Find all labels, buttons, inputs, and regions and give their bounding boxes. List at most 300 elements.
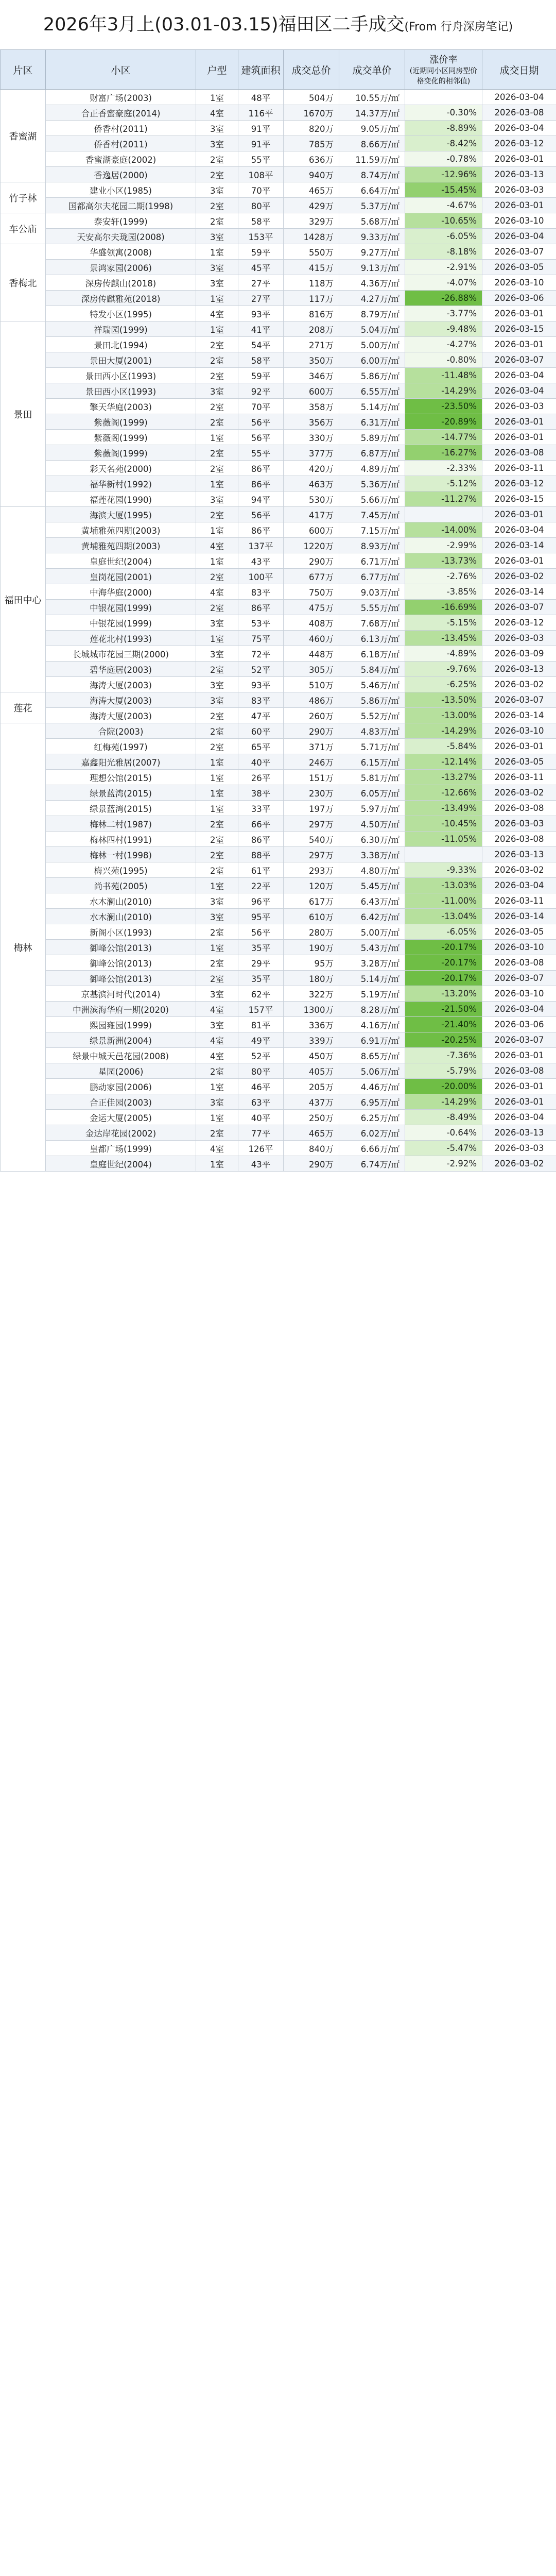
cell-date: 2026-03-08 [482,445,556,461]
cell-total: 250万 [284,1110,339,1125]
cell-total: 290万 [284,553,339,569]
cell-community: 擎天华庭(2003) [46,399,196,414]
table-row [1,986,556,1002]
cell-area: 70平 [238,182,284,198]
cell-type: 2室 [196,862,238,878]
table-row [1,337,556,352]
cell-total: 297万 [284,816,339,832]
cell-change: -5.47% [405,1141,482,1156]
cell-area: 126平 [238,1141,284,1156]
cell-change: -21.50% [405,1002,482,1017]
cell-unit: 6.66万/㎡ [339,1141,405,1156]
cell-total: 280万 [284,924,339,940]
cell-area: 91平 [238,136,284,151]
cell-area: 88平 [238,847,284,862]
cell-area: 22平 [238,878,284,893]
table-row [1,445,556,461]
cell-date: 2026-03-02 [482,785,556,801]
cell-community: 财富广场(2003) [46,90,196,105]
cell-change: -16.69% [405,600,482,615]
cell-type: 4室 [196,584,238,600]
cell-change: -13.50% [405,692,482,708]
cell-unit: 5.52万/㎡ [339,708,405,723]
table-row [1,615,556,631]
cell-unit: 5.84万/㎡ [339,662,405,677]
cell-unit: 6.64万/㎡ [339,182,405,198]
cell-type: 3室 [196,646,238,662]
cell-unit: 6.77万/㎡ [339,569,405,584]
cell-change: -0.80% [405,352,482,368]
cell-area: 55平 [238,151,284,167]
cell-type: 2室 [196,847,238,862]
cell-total: 230万 [284,785,339,801]
cell-type: 2室 [196,832,238,847]
cell-unit: 5.00万/㎡ [339,337,405,352]
cell-area: 56平 [238,414,284,430]
cell-unit: 5.55万/㎡ [339,600,405,615]
cell-unit: 6.95万/㎡ [339,1094,405,1110]
cell-community: 梅林二村(1987) [46,816,196,832]
cell-type: 2室 [196,368,238,383]
cell-area: 29平 [238,955,284,971]
cell-type: 2室 [196,399,238,414]
cell-date: 2026-03-10 [482,723,556,739]
cell-area: 77平 [238,1125,284,1141]
cell-change: -20.00% [405,1079,482,1094]
cell-change: -9.48% [405,321,482,337]
table-row [1,260,556,275]
table-row [1,1063,556,1079]
cell-community: 红梅苑(1997) [46,739,196,754]
table-row [1,1125,556,1141]
cell-date: 2026-03-11 [482,893,556,909]
cell-community: 皇都广场(1999) [46,1141,196,1156]
cell-total: 463万 [284,476,339,492]
cell-community: 御峰公馆(2013) [46,940,196,955]
cell-total: 429万 [284,198,339,213]
cell-total: 117万 [284,291,339,306]
page-title [0,0,556,49]
cell-total: 510万 [284,677,339,692]
cell-total: 336万 [284,1017,339,1032]
page-title-main: 2026年3月上(03.01-03.15)福田区二手成交 [43,14,405,35]
header-change-sub: (近期同小区同房型价格变化的相邻值) [409,67,478,86]
table-row [1,631,556,646]
cell-date: 2026-03-05 [482,260,556,275]
cell-unit: 5.43万/㎡ [339,940,405,955]
cell-type: 1室 [196,770,238,785]
table-row [1,1079,556,1094]
cell-community: 海涛大厦(2003) [46,692,196,708]
cell-change: -13.45% [405,631,482,646]
cell-total: 260万 [284,708,339,723]
table-row [1,1110,556,1125]
cell-date: 2026-03-04 [482,121,556,136]
cell-area: 66平 [238,816,284,832]
cell-unit: 5.46万/㎡ [339,677,405,692]
cell-unit: 8.65万/㎡ [339,1048,405,1063]
cell-unit: 9.03万/㎡ [339,584,405,600]
transaction-table [0,49,556,1172]
cell-community: 水木澜山(2010) [46,909,196,924]
cell-area: 43平 [238,553,284,569]
cell-community: 黄埔雅苑四期(2003) [46,522,196,538]
cell-change: -14.77% [405,430,482,445]
table-row [1,291,556,306]
cell-date: 2026-03-12 [482,136,556,151]
cell-date: 2026-03-12 [482,476,556,492]
table-row [1,553,556,569]
cell-area: 56平 [238,507,284,522]
cell-unit: 3.38万/㎡ [339,847,405,862]
cell-type: 2室 [196,569,238,584]
cell-change: -2.76% [405,569,482,584]
cell-type: 1室 [196,940,238,955]
cell-change: -14.29% [405,1094,482,1110]
cell-unit: 4.27万/㎡ [339,291,405,306]
cell-community: 合正香蜜豪庭(2014) [46,105,196,121]
cell-total: 180万 [284,971,339,986]
cell-total: 437万 [284,1094,339,1110]
cell-community: 京基滨河时代(2014) [46,986,196,1002]
cell-community: 新阁小区(1993) [46,924,196,940]
cell-community: 侨香村(2011) [46,136,196,151]
cell-area: 92平 [238,383,284,399]
cell-total: 600万 [284,522,339,538]
cell-change: -21.40% [405,1017,482,1032]
cell-community: 合正佳园(2003) [46,1094,196,1110]
cell-total: 290万 [284,1156,339,1172]
cell-type: 4室 [196,306,238,321]
cell-community: 天安高尔夫珑园(2008) [46,229,196,244]
cell-change: -20.17% [405,971,482,986]
cell-change: -13.20% [405,986,482,1002]
cell-area: 86平 [238,832,284,847]
cell-unit: 5.89万/㎡ [339,430,405,445]
cell-date: 2026-03-09 [482,646,556,662]
cell-type: 1室 [196,1110,238,1125]
cell-total: 190万 [284,940,339,955]
cell-area: 62平 [238,986,284,1002]
cell-total: 205万 [284,1079,339,1094]
cell-community: 熙园雍园(1999) [46,1017,196,1032]
table-row [1,492,556,507]
cell-date: 2026-03-10 [482,986,556,1002]
cell-date: 2026-03-13 [482,847,556,862]
page-title-note: (From 行舟深房笔记) [404,21,513,33]
cell-unit: 5.81万/㎡ [339,770,405,785]
cell-unit: 6.71万/㎡ [339,553,405,569]
cell-date: 2026-03-05 [482,754,556,770]
cell-type: 2室 [196,955,238,971]
cell-community: 中银花园(1999) [46,615,196,631]
cell-community: 国都高尔夫花园二期(1998) [46,198,196,213]
header-zone: 片区 [1,50,46,90]
cell-area: 40平 [238,1110,284,1125]
cell-total: 329万 [284,213,339,229]
cell-type: 3室 [196,1017,238,1032]
cell-date: 2026-03-04 [482,1110,556,1125]
table-row [1,275,556,291]
table-row [1,847,556,862]
cell-area: 93平 [238,306,284,321]
cell-change: -14.29% [405,723,482,739]
cell-change: -16.27% [405,445,482,461]
cell-community: 深房传麒雅苑(2018) [46,291,196,306]
cell-community: 水木澜山(2010) [46,893,196,909]
cell-date: 2026-03-15 [482,492,556,507]
cell-type: 4室 [196,538,238,553]
header-community: 小区 [46,50,196,90]
cell-date: 2026-03-04 [482,878,556,893]
cell-type: 3室 [196,1094,238,1110]
cell-change: -7.36% [405,1048,482,1063]
cell-area: 65平 [238,739,284,754]
cell-unit: 5.37万/㎡ [339,198,405,213]
header-unit: 成交单价 [339,50,405,90]
table-row [1,321,556,337]
cell-change: -13.03% [405,878,482,893]
cell-change: -0.64% [405,1125,482,1141]
cell-area: 80平 [238,198,284,213]
cell-change: -3.85% [405,584,482,600]
cell-change: -20.25% [405,1032,482,1048]
table-row [1,662,556,677]
cell-type: 2室 [196,337,238,352]
cell-unit: 6.02万/㎡ [339,1125,405,1141]
cell-type: 2室 [196,971,238,986]
cell-unit: 8.66万/㎡ [339,136,405,151]
cell-community: 紫薇阁(1999) [46,445,196,461]
cell-total: 208万 [284,321,339,337]
table-row [1,399,556,414]
cell-type: 4室 [196,105,238,121]
cell-type: 2室 [196,507,238,522]
cell-area: 35平 [238,971,284,986]
header-change-main: 涨价率 [429,55,458,65]
cell-date: 2026-03-11 [482,770,556,785]
cell-community: 理想公馆(2015) [46,770,196,785]
table-row [1,136,556,151]
cell-unit: 6.05万/㎡ [339,785,405,801]
cell-date: 2026-03-13 [482,1125,556,1141]
cell-date: 2026-03-01 [482,414,556,430]
cell-date: 2026-03-14 [482,909,556,924]
cell-date: 2026-03-06 [482,291,556,306]
cell-total: 610万 [284,909,339,924]
cell-area: 91平 [238,121,284,136]
cell-change: -6.25% [405,677,482,692]
cell-change: -13.04% [405,909,482,924]
table-row [1,924,556,940]
table-row [1,692,556,708]
cell-total: 530万 [284,492,339,507]
cell-change: -5.84% [405,739,482,754]
cell-type: 3室 [196,909,238,924]
cell-change [405,507,482,522]
cell-area: 157平 [238,1002,284,1017]
cell-unit: 8.74万/㎡ [339,167,405,182]
cell-date: 2026-03-01 [482,1079,556,1094]
table-row [1,430,556,445]
cell-date: 2026-03-03 [482,399,556,414]
table-row [1,229,556,244]
cell-change: -0.30% [405,105,482,121]
cell-total: 408万 [284,615,339,631]
cell-total: 465万 [284,1125,339,1141]
cell-area: 94平 [238,492,284,507]
cell-type: 3室 [196,692,238,708]
cell-community: 海涛大厦(2003) [46,708,196,723]
cell-community: 中银花园(1999) [46,600,196,615]
cell-change: -11.00% [405,893,482,909]
table-row [1,151,556,167]
cell-area: 59平 [238,244,284,260]
cell-total: 465万 [284,182,339,198]
cell-total: 305万 [284,662,339,677]
cell-total: 293万 [284,862,339,878]
cell-area: 80平 [238,1063,284,1079]
cell-total: 475万 [284,600,339,615]
table-row [1,244,556,260]
cell-area: 137平 [238,538,284,553]
cell-change: -8.42% [405,136,482,151]
cell-unit: 6.15万/㎡ [339,754,405,770]
cell-area: 95平 [238,909,284,924]
table-row [1,507,556,522]
cell-total: 940万 [284,167,339,182]
cell-area: 45平 [238,260,284,275]
cell-total: 151万 [284,770,339,785]
cell-date: 2026-03-07 [482,692,556,708]
cell-change: -13.49% [405,801,482,816]
cell-area: 83平 [238,584,284,600]
cell-total: 350万 [284,352,339,368]
cell-area: 47平 [238,708,284,723]
cell-date: 2026-03-07 [482,971,556,986]
cell-date: 2026-03-05 [482,924,556,940]
cell-community: 长城城市花园三期(2000) [46,646,196,662]
cell-total: 448万 [284,646,339,662]
cell-change: -11.48% [405,368,482,383]
cell-total: 290万 [284,723,339,739]
cell-area: 116平 [238,105,284,121]
table-row [1,368,556,383]
table-row [1,1094,556,1110]
cell-unit: 4.50万/㎡ [339,816,405,832]
cell-community: 特发小区(1995) [46,306,196,321]
cell-area: 70平 [238,399,284,414]
cell-area: 63平 [238,1094,284,1110]
table-row [1,476,556,492]
cell-change: -2.99% [405,538,482,553]
table-row [1,522,556,538]
cell-area: 86平 [238,600,284,615]
table-row [1,971,556,986]
cell-type: 1室 [196,553,238,569]
cell-date: 2026-03-04 [482,229,556,244]
table-row [1,538,556,553]
cell-change: -9.76% [405,662,482,677]
cell-total: 322万 [284,986,339,1002]
cell-community: 梅兴苑(1995) [46,862,196,878]
cell-type: 3室 [196,182,238,198]
table-row [1,739,556,754]
cell-area: 53平 [238,615,284,631]
cell-date: 2026-03-13 [482,167,556,182]
cell-type: 2室 [196,600,238,615]
cell-change: -2.33% [405,461,482,476]
cell-unit: 5.86万/㎡ [339,368,405,383]
cell-area: 61平 [238,862,284,878]
cell-unit: 6.43万/㎡ [339,893,405,909]
cell-area: 46平 [238,1079,284,1094]
cell-type: 2室 [196,352,238,368]
table-row [1,1156,556,1172]
header-total: 成交总价 [284,50,339,90]
cell-area: 41平 [238,321,284,337]
cell-type: 2室 [196,662,238,677]
cell-community: 皇岗花园(2001) [46,569,196,584]
cell-change: -13.00% [405,708,482,723]
cell-area: 52平 [238,662,284,677]
cell-community: 福莲花园(1990) [46,492,196,507]
cell-date: 2026-03-01 [482,337,556,352]
cell-total: 820万 [284,121,339,136]
table-row [1,198,556,213]
table-row [1,708,556,723]
cell-unit: 9.13万/㎡ [339,260,405,275]
table-row [1,213,556,229]
cell-community: 海涛大厦(2003) [46,677,196,692]
cell-date: 2026-03-08 [482,1063,556,1079]
cell-type: 2室 [196,198,238,213]
table-body [1,90,556,1172]
cell-community: 绿景蓝湾(2015) [46,801,196,816]
cell-unit: 5.68万/㎡ [339,213,405,229]
cell-date: 2026-03-11 [482,461,556,476]
cell-date: 2026-03-12 [482,615,556,631]
cell-type: 2室 [196,1125,238,1141]
cell-unit: 6.18万/㎡ [339,646,405,662]
cell-date: 2026-03-01 [482,198,556,213]
cell-area: 48平 [238,90,284,105]
table-row [1,816,556,832]
cell-unit: 5.97万/㎡ [339,801,405,816]
cell-total: 1670万 [284,105,339,121]
cell-area: 86平 [238,461,284,476]
cell-date: 2026-03-14 [482,708,556,723]
table-row [1,940,556,955]
cell-community: 绿景蓝湾(2015) [46,785,196,801]
cell-area: 100平 [238,569,284,584]
table-row [1,785,556,801]
cell-area: 60平 [238,723,284,739]
cell-date: 2026-03-02 [482,569,556,584]
cell-type: 2室 [196,151,238,167]
cell-date: 2026-03-03 [482,816,556,832]
cell-change: -5.79% [405,1063,482,1079]
cell-unit: 5.04万/㎡ [339,321,405,337]
cell-unit: 10.55万/㎡ [339,90,405,105]
cell-zone: 车公庙 [1,213,46,244]
cell-type: 3室 [196,121,238,136]
cell-change: -5.12% [405,476,482,492]
cell-type: 4室 [196,1002,238,1017]
table-row [1,909,556,924]
cell-total: 677万 [284,569,339,584]
table-row [1,121,556,136]
